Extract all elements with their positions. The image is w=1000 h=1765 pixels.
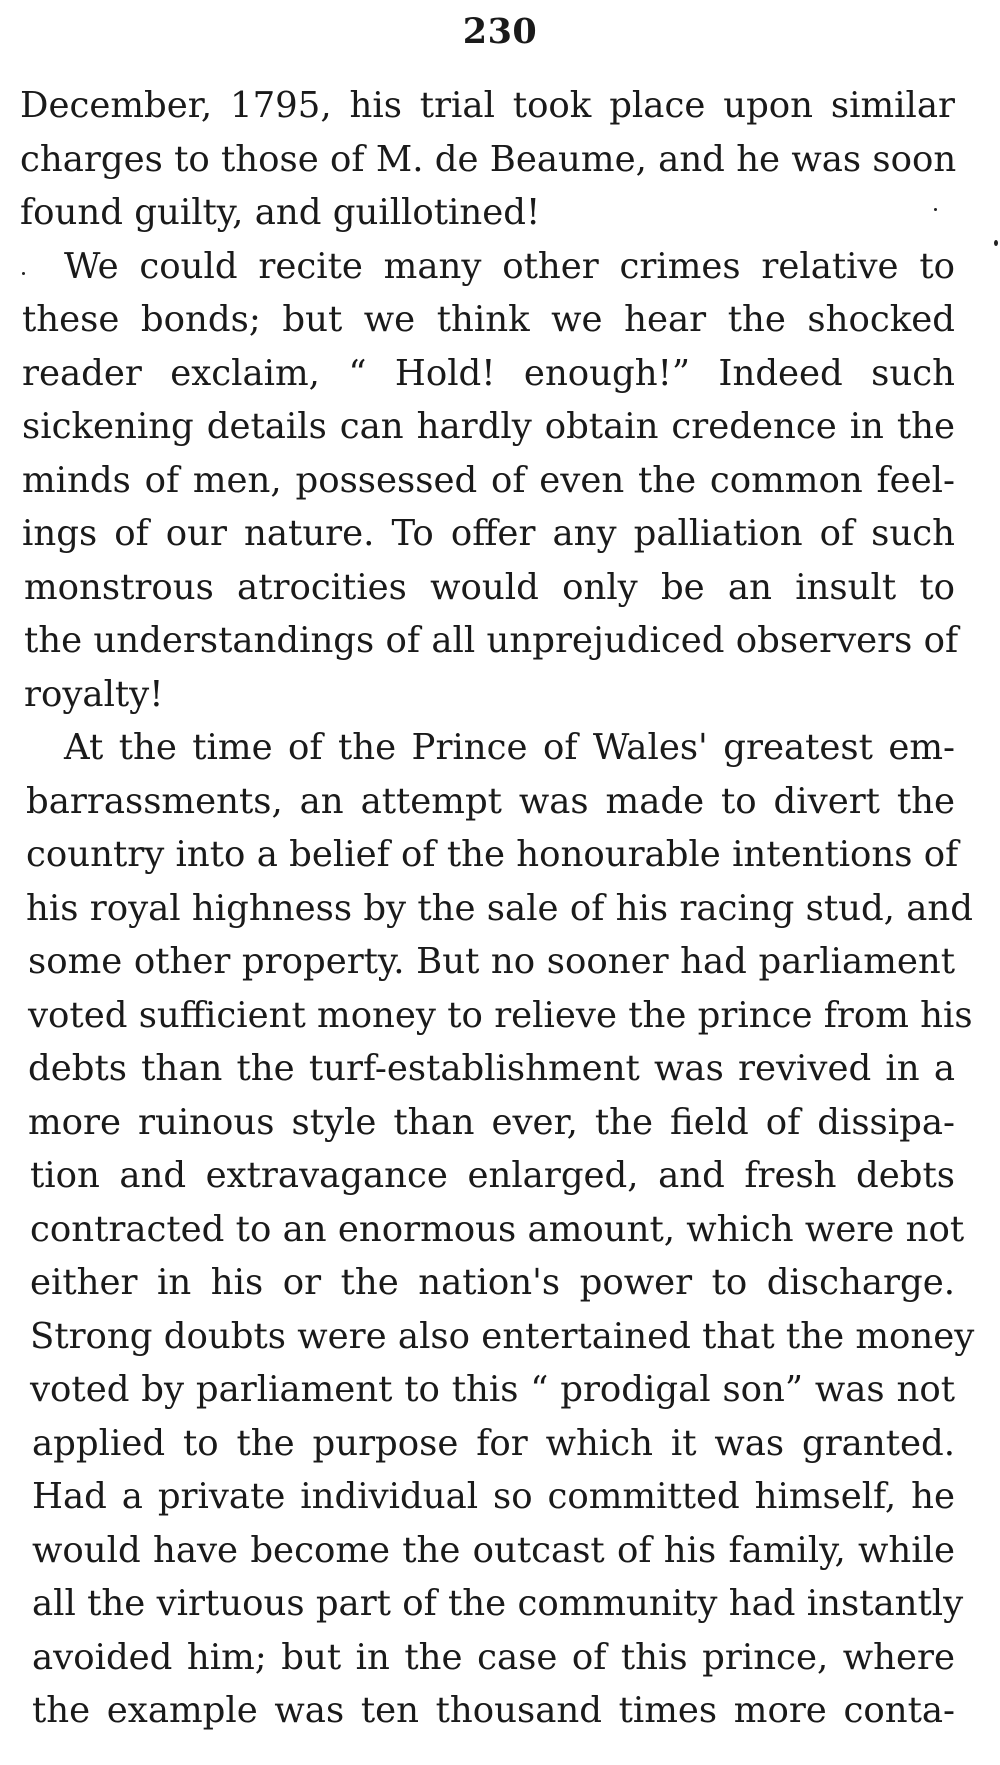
- text-line: tion and extravagance enlarged, and fresh debts: [30, 1155, 955, 1196]
- text-line: these bonds; but we think we hear the shocked: [22, 299, 955, 340]
- text-line: the understandings of all unprejudiced observers of: [24, 620, 959, 661]
- scan-speck: [22, 272, 25, 275]
- text-line: sickening details can hardly obtain credence in the: [22, 406, 955, 447]
- body-text: [20, 79, 975, 1738]
- text-line: barrassments, an attempt was made to divert the: [26, 780, 955, 822]
- text-line: contracted to an enormous amount, which were not: [30, 1208, 965, 1250]
- text-line: charges to those of M. de Beaume, and he was soon: [20, 138, 957, 180]
- text-line: voted sufficient money to relieve the prince from his: [28, 994, 973, 1036]
- page-number: 230: [462, 11, 538, 52]
- text-line: applied to the purpose for which it was granted.: [32, 1422, 955, 1464]
- paragraph-start-line: We could recite many other crimes relative to: [64, 245, 955, 287]
- text-line: royalty!: [24, 673, 164, 715]
- text-line: more ruinous style than ever, the field of dissipa-: [28, 1101, 955, 1143]
- text-line: monstrous atrocities would only be an insult to: [24, 566, 955, 608]
- text-line: ings of our nature. To offer any palliation of such: [22, 513, 955, 554]
- text-line: found guilty, and guillotined!: [20, 192, 541, 233]
- scan-speck: [994, 240, 998, 246]
- text-line: some other property. But no sooner had parliament: [28, 941, 955, 982]
- text-line: all the virtuous part of the community had instantly: [32, 1583, 964, 1624]
- text-line: avoided him; but in the case of this prince, where: [32, 1636, 955, 1678]
- text-line: debts than the turf-establishment was revived in a: [28, 1048, 955, 1089]
- scan-speck: [934, 208, 937, 211]
- text-line: voted by parliament to this “ prodigal son” was not: [30, 1369, 955, 1410]
- text-line: the example was ten thousand times more conta-: [32, 1690, 955, 1731]
- text-line: his royal highness by the sale of his racing stud, and: [26, 887, 973, 929]
- paragraph-start-line: At the time of the Prince of Wales' greatest em-: [64, 727, 955, 768]
- text-line: country into a belief of the honourable intentions of: [26, 834, 959, 875]
- text-line: December, 1795, his trial took place upon similar: [20, 85, 955, 126]
- text-line: either in his or the nation's power to discharge.: [30, 1262, 955, 1303]
- text-line: Strong doubts were also entertained that the money: [30, 1315, 975, 1357]
- text-line: minds of men, possessed of even the common feel-: [22, 459, 955, 501]
- text-line: Had a private individual so committed himself, he: [32, 1476, 955, 1517]
- text-line: reader exclaim, “ Hold! enough!” Indeed such: [22, 352, 955, 394]
- text-line: would have become the outcast of his family, while: [32, 1529, 955, 1571]
